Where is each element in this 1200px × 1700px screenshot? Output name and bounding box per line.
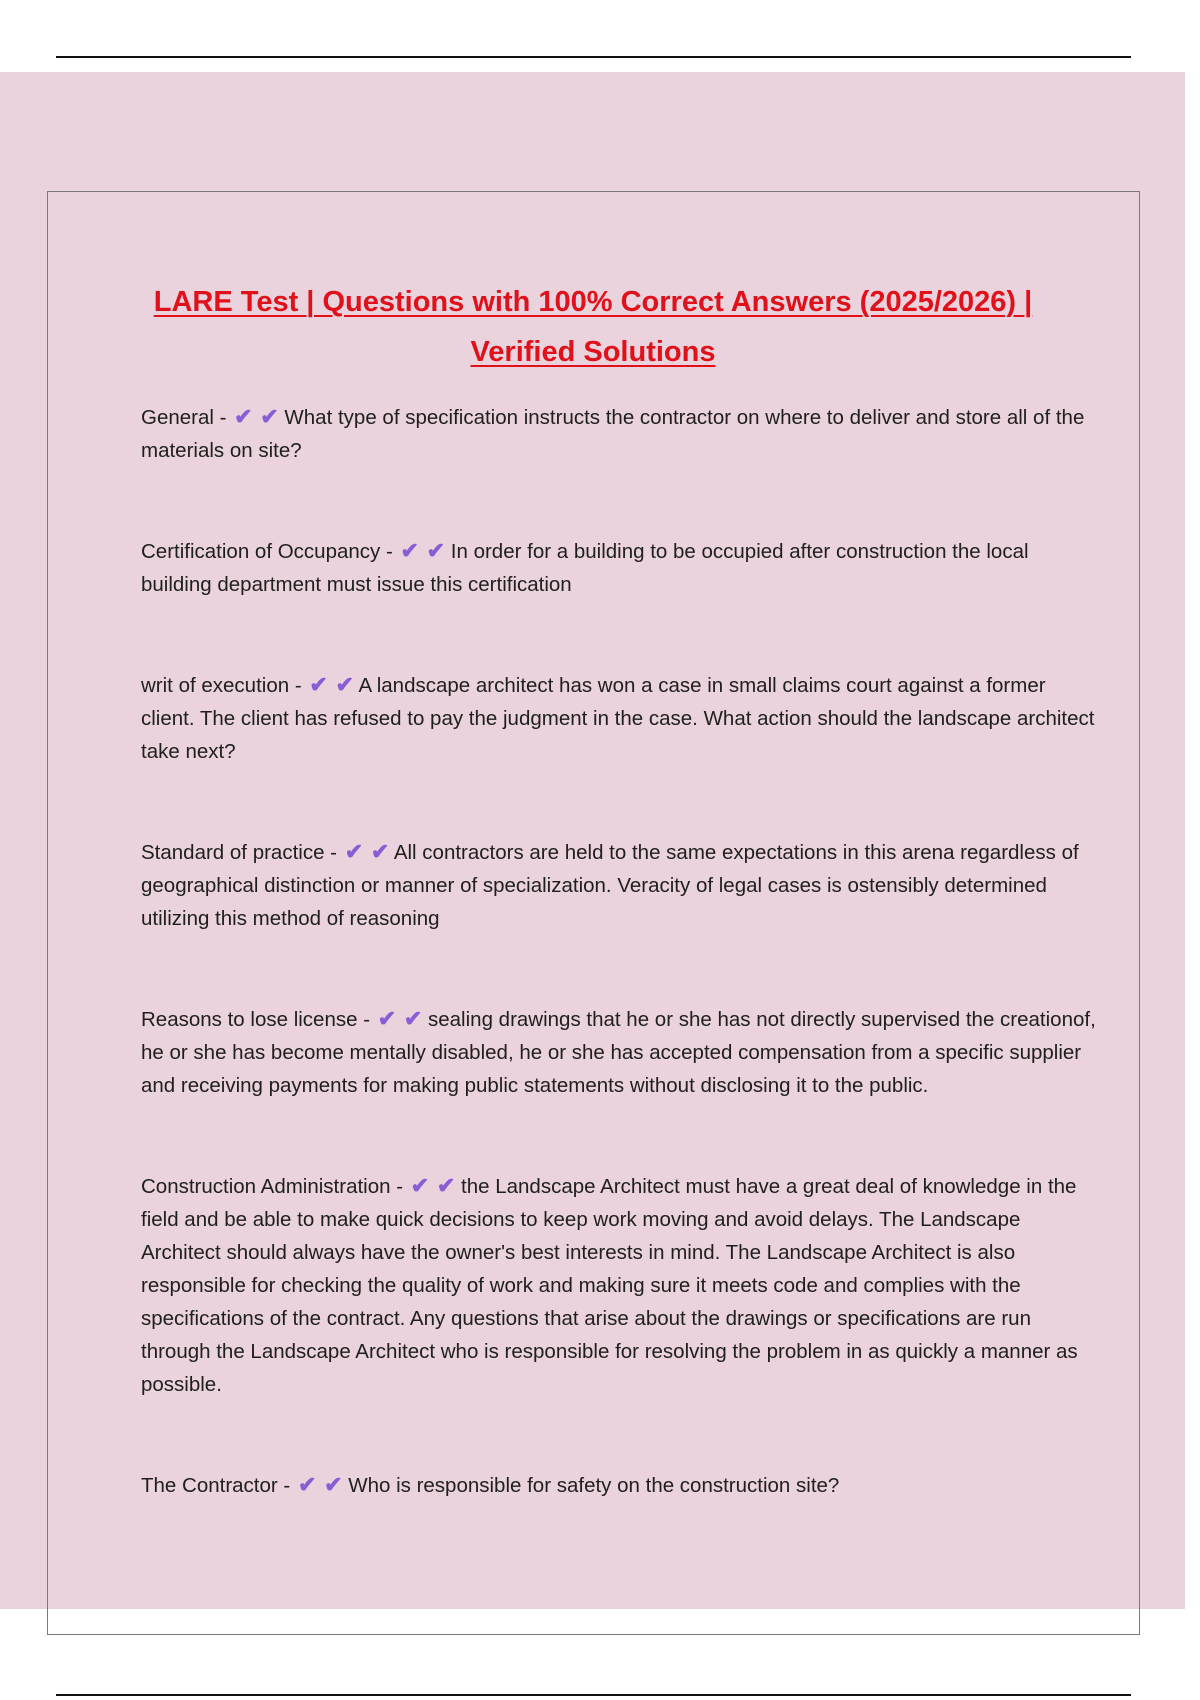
check-icon: ✔ bbox=[436, 1173, 456, 1198]
entry-text: Who is responsible for safety on the construction site? bbox=[342, 1474, 840, 1497]
check-icon: ✔ bbox=[297, 1472, 317, 1497]
entry-text: the Landscape Architect must have a great deal of knowledge in the field and be able to make quick decisions to keep work moving and avoid delays. The Landscape Architect should always have the owner's best interests in mind. The Landscape Architect is also responsible for checking the quality of work and making sure it meets code and complies with the specifications of the contract. Any questions that arise about the drawings or specifications are run through the Landscape Architect who is responsible for resolving the problem in as quickly a manner as possible. bbox=[141, 1175, 1078, 1396]
entry-term: Reasons to lose license - bbox=[141, 1008, 376, 1031]
check-icon: ✔ bbox=[309, 672, 328, 697]
entry-text: What type of specification instructs the contractor on where to deliver and store all of the materials on site? bbox=[141, 406, 1085, 462]
check-icon: ✔ bbox=[260, 404, 279, 429]
check-icon: ✔ bbox=[377, 1006, 397, 1031]
check-icon: ✔ bbox=[400, 538, 419, 563]
entry-text: A landscape architect has won a case in small claims court against a former client. The client has refused to pay the judgment in the case. What action should the landscape architect take next? bbox=[141, 674, 1095, 763]
entry-term: writ of execution - bbox=[141, 674, 308, 697]
qa-entry bbox=[141, 400, 1101, 467]
top-rule bbox=[56, 56, 1131, 58]
entry-term: Certification of Occupancy - bbox=[141, 540, 399, 563]
check-icon: ✔ bbox=[370, 839, 390, 864]
check-icon: ✔ bbox=[324, 1472, 343, 1497]
bottom-rule bbox=[56, 1694, 1131, 1696]
qa-list bbox=[141, 400, 1101, 1569]
check-icon: ✔ bbox=[234, 404, 253, 429]
check-icon: ✔ bbox=[403, 1006, 423, 1031]
check-icon: ✔ bbox=[335, 672, 354, 697]
entry-text: All contractors are held to the same expectations in this arena regardless of geographical distinction or manner of specialization. Veracity of legal cases is ostensibly determined utilizing this method of reasoning bbox=[141, 841, 1079, 930]
entry-term: Standard of practice - bbox=[141, 841, 343, 864]
entry-term: The Contractor - bbox=[141, 1474, 296, 1497]
qa-entry bbox=[141, 534, 1101, 601]
document-frame bbox=[47, 191, 1140, 1635]
qa-entry bbox=[141, 1002, 1101, 1102]
entry-term: Construction Administration - bbox=[141, 1175, 409, 1198]
entry-text: In order for a building to be occupied after construction the local building department must issue this certification bbox=[141, 540, 1029, 596]
page-background bbox=[0, 72, 1185, 1609]
qa-entry bbox=[141, 668, 1101, 768]
qa-entry bbox=[141, 1169, 1101, 1401]
check-icon: ✔ bbox=[344, 839, 364, 864]
entry-term: General - bbox=[141, 406, 233, 429]
check-icon: ✔ bbox=[426, 538, 446, 563]
entry-text: sealing drawings that he or she has not directly supervised the creationof, he or she has become mentally disabled, he or she has accepted compensation from a specific supplier and receiving payments for making public statements without disclosing it to the public. bbox=[141, 1008, 1096, 1097]
check-icon: ✔ bbox=[410, 1173, 430, 1198]
document-title: LARE Test | Questions with 100% Correct Answers (2025/2026) | Verified Solutions bbox=[153, 286, 1033, 368]
qa-entry bbox=[141, 835, 1101, 935]
qa-entry bbox=[141, 1468, 1101, 1502]
